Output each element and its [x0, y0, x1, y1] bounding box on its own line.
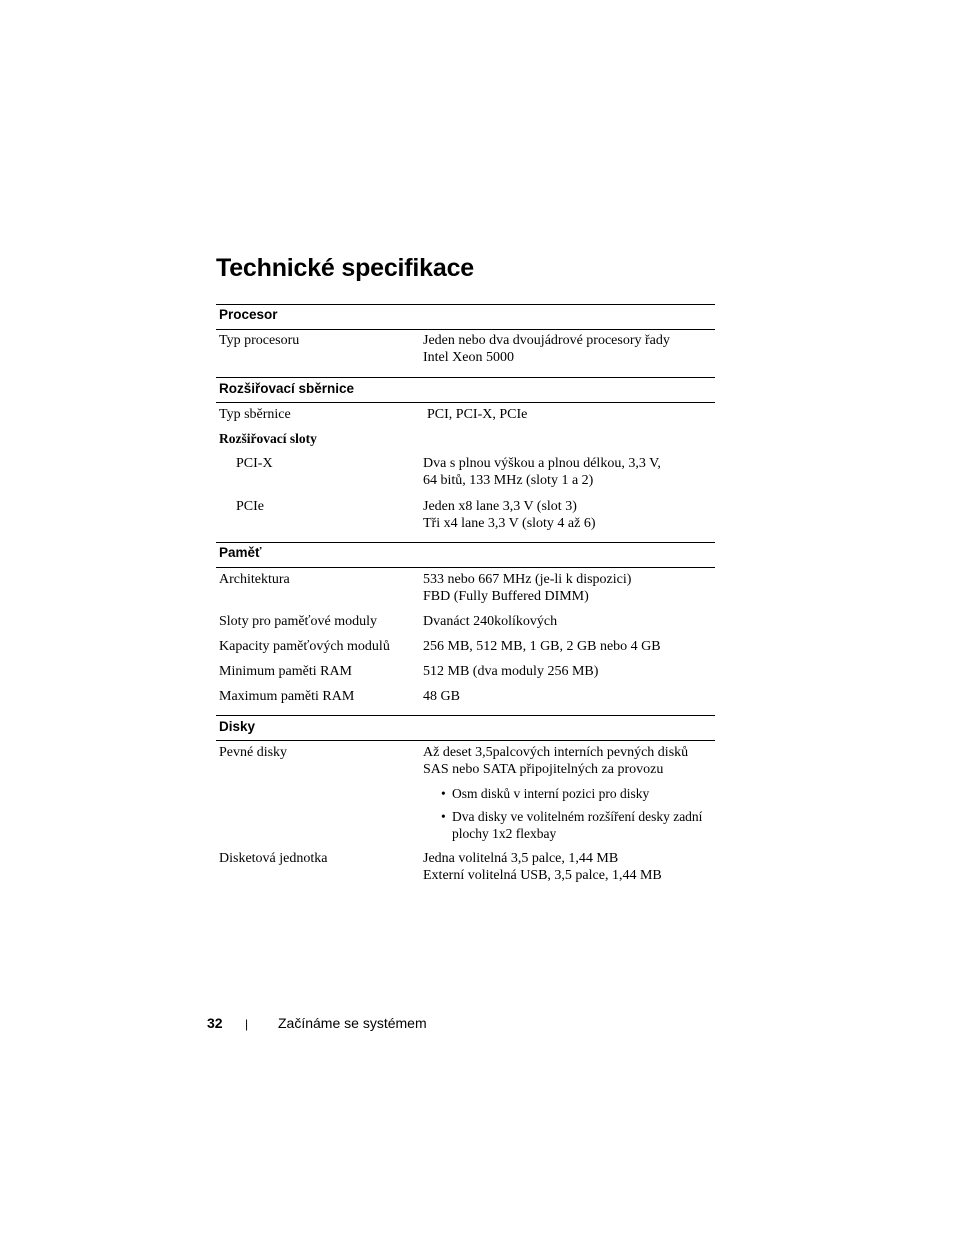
row-label-architecture: Architektura	[219, 572, 290, 587]
page-title: Technické specifikace	[216, 254, 474, 282]
footer-title: Začínáme se systémem	[278, 1015, 427, 1031]
section-rule-top	[216, 377, 715, 378]
section-rule-bottom	[216, 567, 715, 568]
bullet-icon: •	[441, 809, 446, 824]
bullet-text: Osm disků v interní pozici pro disky	[452, 786, 650, 801]
section-rule-bottom	[216, 329, 715, 330]
row-value-pcix: Dva s plnou výškou a plnou délkou, 3,3 V, 64 bitů, 133 MHz (sloty 1 a 2)	[423, 456, 661, 488]
row-value-memory-slots: Dvanáct 240kolíkových	[423, 614, 558, 629]
section-rule-top	[216, 542, 715, 543]
row-label-memory-slots: Sloty pro paměťové moduly	[219, 614, 378, 629]
list-item	[441, 785, 713, 802]
row-value-bus-type: PCI, PCI-X, PCIe	[427, 407, 528, 422]
section-rule-bottom	[216, 402, 715, 403]
row-value-hard-drives: Až deset 3,5palcových interních pevných disků SAS nebo SATA připojitelných za provozu	[423, 745, 689, 777]
footer-separator: |	[245, 1017, 249, 1031]
section-heading-memory: Paměť	[219, 545, 262, 560]
section-heading-bus: Rozšiřovací sběrnice	[219, 381, 355, 396]
section-rule-bottom	[216, 740, 715, 741]
row-label-processor-type: Typ procesoru	[219, 333, 300, 348]
row-value-architecture: 533 nebo 667 MHz (je-li k dispozici) FBD (Fully Buffered DIMM)	[423, 572, 632, 604]
row-value-pcie: Jeden x8 lane 3,3 V (slot 3) Tři x4 lane 3,3 V (sloty 4 až 6)	[423, 499, 596, 531]
bullet-text: Dva disky ve volitelném rozšíření desky zadní plochy 1x2 flexbay	[452, 809, 703, 841]
row-label-bus-type: Typ sběrnice	[219, 407, 291, 422]
subheading-expansion-slots: Rozšiřovací sloty	[219, 431, 317, 446]
row-label-pcie: PCIe	[236, 499, 264, 514]
list-item	[441, 808, 713, 842]
row-label-min-ram: Minimum paměti RAM	[219, 664, 352, 679]
row-label-module-capacity: Kapacity paměťových modulů	[219, 639, 390, 654]
section-heading-processor: Procesor	[219, 307, 278, 322]
row-value-max-ram: 48 GB	[423, 689, 460, 704]
page-number: 32	[207, 1015, 223, 1031]
row-value-module-capacity: 256 MB, 512 MB, 1 GB, 2 GB nebo 4 GB	[423, 639, 661, 654]
row-label-hard-drives: Pevné disky	[219, 745, 288, 760]
row-label-pcix: PCI-X	[236, 456, 273, 471]
section-rule-top	[216, 304, 715, 305]
section-rule-top	[216, 715, 715, 716]
row-value-min-ram: 512 MB (dva moduly 256 MB)	[423, 664, 599, 679]
section-heading-disks: Disky	[219, 719, 256, 734]
row-label-max-ram: Maximum paměti RAM	[219, 689, 355, 704]
row-value-floppy: Jedna volitelná 3,5 palce, 1,44 MB Externí volitelná USB, 3,5 palce, 1,44 MB	[423, 851, 662, 883]
bullet-icon: •	[441, 786, 446, 801]
row-label-floppy: Disketová jednotka	[219, 851, 328, 866]
row-value-processor-type: Jeden nebo dva dvoujádrové procesory řady Intel Xeon 5000	[423, 333, 670, 365]
